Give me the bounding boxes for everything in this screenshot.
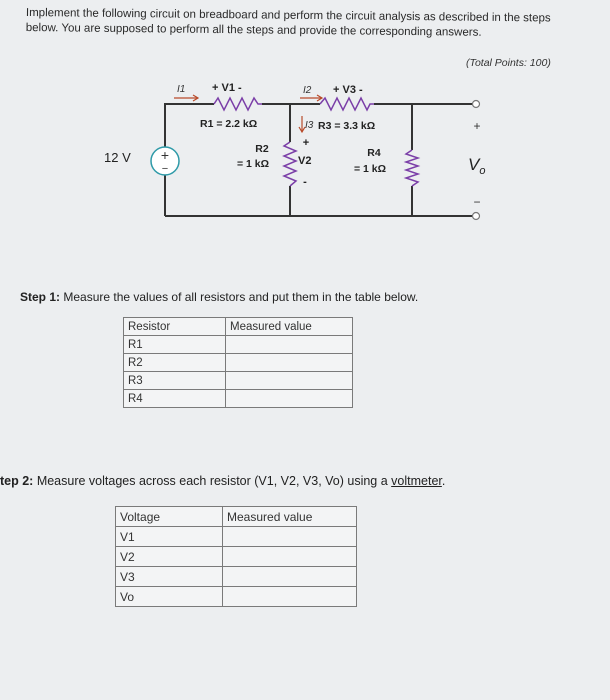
row-label: Vo bbox=[116, 587, 223, 607]
v2-minus: - bbox=[303, 176, 307, 188]
step2-text: Measure voltages across each resistor (V1, V2, V3, Vo) using a bbox=[33, 474, 392, 488]
vo-sub: o bbox=[479, 165, 486, 177]
source-plus: + bbox=[160, 147, 170, 163]
row-label: V2 bbox=[116, 547, 223, 567]
current-i3: I3 bbox=[305, 120, 314, 131]
step1-text: Measure the values of all resistors and put them in the table below. bbox=[60, 290, 419, 304]
current-i2: I2 bbox=[303, 85, 312, 96]
voltmeter-link[interactable]: voltmeter bbox=[391, 474, 442, 488]
resistor-r1 bbox=[214, 98, 262, 110]
row-label: R2 bbox=[124, 354, 226, 372]
r2-label-2: = 1 kΩ bbox=[236, 158, 270, 170]
measured-value-cell[interactable] bbox=[223, 547, 357, 567]
total-points: (Total Points: 100) bbox=[466, 57, 551, 69]
resistor-r4 bbox=[406, 150, 418, 186]
v2-label: V2 bbox=[298, 155, 312, 167]
r3-label: R3 = 3.3 kΩ bbox=[318, 120, 376, 132]
output-terminal-bottom bbox=[473, 213, 480, 220]
r4-label-1: R4 bbox=[367, 147, 381, 159]
row-label: R3 bbox=[124, 372, 226, 390]
voltage-table bbox=[115, 506, 357, 607]
table-header-row bbox=[116, 507, 357, 527]
table-row bbox=[116, 547, 357, 567]
source-label: 12 V bbox=[104, 150, 131, 165]
measured-value-cell[interactable] bbox=[226, 336, 353, 354]
instructions-text: Implement the following circuit on breadboard and perform the circuit analysis as described in the steps below. You are supposed to perform all the steps and provide the corresponding answers. bbox=[25, 6, 551, 39]
v3-label: + V3 - bbox=[333, 84, 363, 96]
header-measured-value: Measured value bbox=[223, 507, 357, 527]
resistor-r3 bbox=[320, 98, 374, 110]
measured-value-cell[interactable] bbox=[226, 354, 353, 372]
row-label: R4 bbox=[124, 390, 226, 408]
table-row bbox=[116, 567, 357, 587]
current-i1: I1 bbox=[177, 84, 186, 95]
r1-label: R1 = 2.2 kΩ bbox=[200, 118, 258, 130]
table-row bbox=[124, 354, 353, 372]
measured-value-cell[interactable] bbox=[223, 587, 357, 607]
vo-main: V bbox=[468, 155, 480, 174]
measured-value-cell[interactable] bbox=[223, 527, 357, 547]
row-label: V3 bbox=[116, 567, 223, 587]
measured-value-cell[interactable] bbox=[226, 372, 353, 390]
step2-heading bbox=[0, 474, 445, 488]
table-row bbox=[124, 390, 353, 408]
resistor-r2 bbox=[284, 142, 296, 186]
vo-label bbox=[468, 155, 485, 177]
step2-suffix: . bbox=[441, 474, 446, 488]
v1-label: + V1 - bbox=[212, 82, 242, 94]
row-label: V1 bbox=[116, 527, 223, 547]
table-row bbox=[124, 372, 353, 390]
r2-label-1: R2 bbox=[255, 143, 269, 155]
table-row bbox=[116, 527, 357, 547]
output-minus: − bbox=[473, 195, 481, 209]
source-minus: − bbox=[161, 163, 169, 175]
step1-heading bbox=[20, 290, 418, 304]
header-voltage: Voltage bbox=[116, 507, 223, 527]
r4-label-2: = 1 kΩ bbox=[353, 163, 387, 175]
header-resistor: Resistor bbox=[124, 318, 226, 336]
measured-value-cell[interactable] bbox=[226, 390, 353, 408]
table-header-row bbox=[124, 318, 353, 336]
v2-plus: + bbox=[302, 137, 310, 149]
table-row bbox=[124, 336, 353, 354]
table-row bbox=[116, 587, 357, 607]
step1-prefix: Step 1: bbox=[20, 290, 61, 304]
row-label: R1 bbox=[124, 336, 226, 354]
step2-prefix: tep 2: bbox=[0, 474, 34, 488]
header-measured-value: Measured value bbox=[226, 318, 353, 336]
measured-value-cell[interactable] bbox=[223, 567, 357, 587]
output-plus: + bbox=[473, 119, 481, 133]
resistor-table bbox=[123, 317, 353, 408]
circuit-diagram bbox=[0, 0, 610, 290]
output-terminal-top bbox=[473, 101, 480, 108]
